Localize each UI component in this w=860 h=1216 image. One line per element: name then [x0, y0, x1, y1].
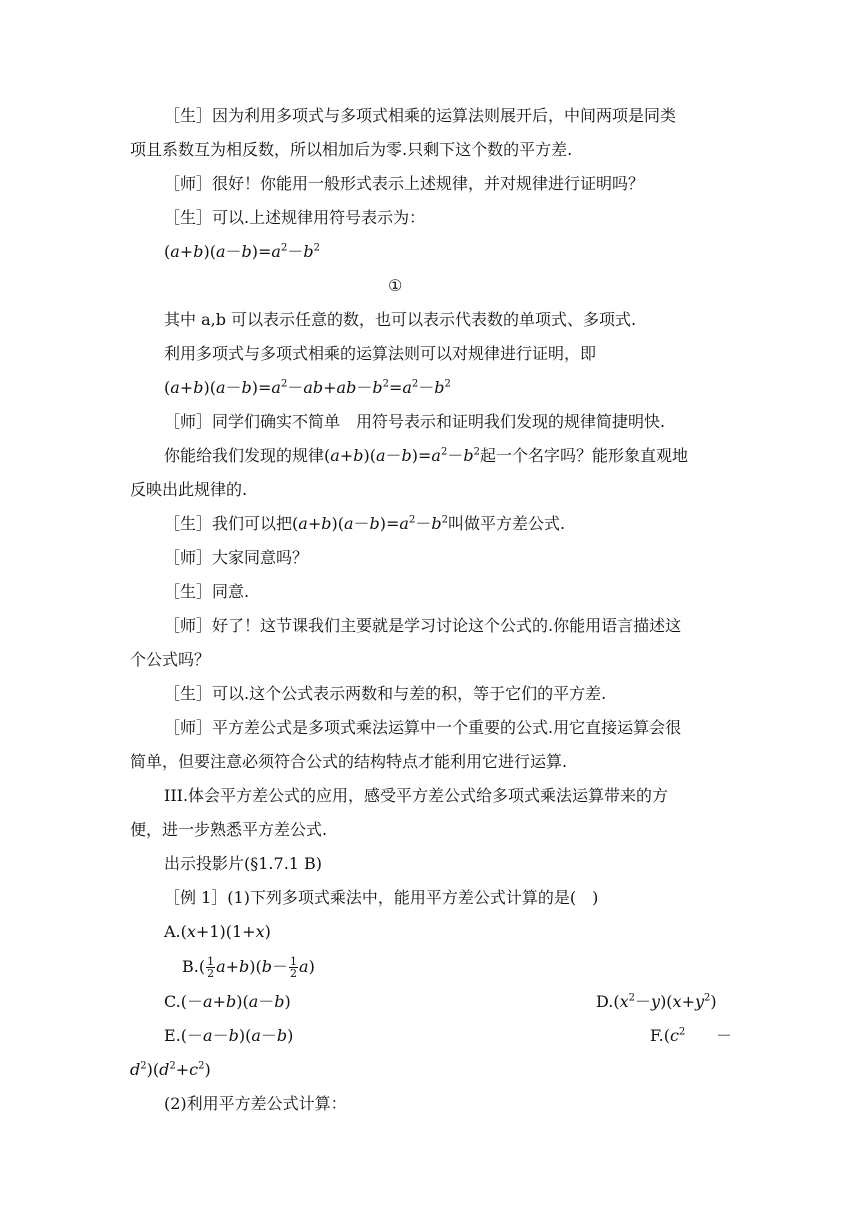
paragraph-line: 反映出此规律的.: [130, 480, 248, 499]
paragraph-line: ［例 1］(1)下列多项式乘法中，能用平方差公式计算的是( ): [164, 888, 599, 907]
paragraph-line: ［师］同学们确实不简单 用符号表示和证明我们发现的规律简捷明快.: [164, 412, 666, 431]
fraction-one-half: $\frac{1}{2}$: [290, 955, 298, 980]
fraction-one-half: $\frac{1}{2}$: [207, 955, 215, 980]
option-a: A.(x+1)(1+x): [164, 922, 271, 941]
paragraph-line: ［生］我们可以把$(a+b)(a-b)=a^2-b^2$叫做平方差公式.: [164, 514, 566, 533]
option-b: B.( $\frac{1}{2}$ a+b)(b－ $\frac{1}{2}$ a): [182, 955, 315, 980]
paragraph-line: 利用多项式与多项式相乘的运算法则可以对规律进行证明，即: [164, 344, 597, 363]
option-e: E.(－a－b)(a－b): [164, 1026, 294, 1045]
paragraph-line: ［生］可以.上述规律用符号表示为：: [164, 208, 426, 227]
option-f-minus: －: [716, 1026, 733, 1045]
option-f-continued: $d^2)(d^2+c^2)$: [130, 1060, 211, 1079]
paragraph-line: ［师］平方差公式是多项式乘法运算中一个重要的公式.用它直接运算会很: [164, 718, 682, 737]
paragraph-line: 项且系数互为相反数，所以相加后为零.只剩下这个数的平方差.: [130, 140, 573, 159]
equation-number: ①: [388, 276, 403, 295]
paragraph-line: ［生］可以.这个公式表示两数和与差的积，等于它们的平方差.: [164, 684, 607, 703]
paragraph-line: ［生］同意.: [164, 582, 250, 601]
paragraph-line: 个公式吗？: [130, 650, 211, 669]
paragraph-line: (2)利用平方差公式计算：: [164, 1094, 347, 1113]
formula-line: $(a+b)(a-b)=a^2-ab+ab-b^2=a^2-b^2$: [164, 378, 451, 397]
paragraph-line: 便，进一步熟悉平方差公式.: [130, 820, 328, 839]
paragraph-line: ［生］因为利用多项式与多项式相乘的运算法则展开后，中间两项是同类: [164, 106, 677, 125]
paragraph-line: III.体会平方差公式的应用，感受平方差公式给多项式乘法运算带来的方: [164, 786, 669, 805]
formula-line: $(a+b)(a-b)=a^2-b^2$: [164, 242, 320, 261]
paragraph-line: ［师］大家同意吗？: [164, 548, 309, 567]
paragraph-line: 其中 a,b 可以表示任意的数，也可以表示代表数的单项式、多项式.: [164, 310, 637, 329]
paragraph-line: 出示投影片(§1.7.1 B): [164, 854, 323, 873]
option-c: C.(－a+b)(a－b): [164, 992, 291, 1011]
paragraph-line: 你能给我们发现的规律$(a+b)(a-b)=a^2-b^2$起一个名字吗？能形象直观地: [164, 446, 688, 465]
option-f: $F.(c^2$: [650, 1026, 686, 1045]
option-d: $D.(x^2-y)(x+y^2)$: [596, 992, 717, 1011]
paragraph-line: ［师］很好！你能用一般形式表示上述规律，并对规律进行证明吗？: [164, 174, 645, 193]
paragraph-line: 简单，但要注意必须符合公式的结构特点才能利用它进行运算.: [130, 752, 568, 771]
paragraph-line: ［师］好了！这节课我们主要就是学习讨论这个公式的.你能用语言描述这: [164, 616, 682, 635]
